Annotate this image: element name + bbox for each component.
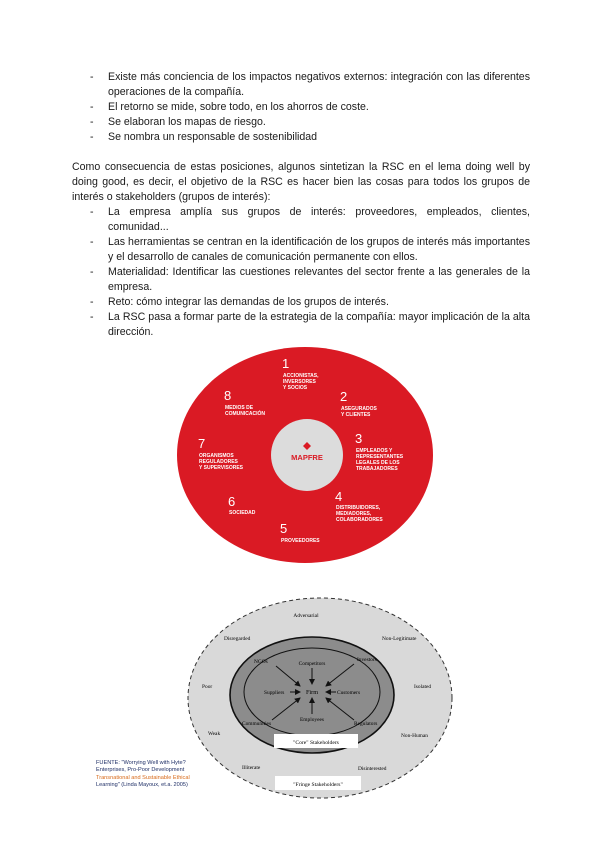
source-note xyxy=(96,760,196,790)
wheel-label-4: DISTRIBUIDORES, MEDIADORES, COLABORADORES xyxy=(336,505,383,523)
outer-label: Non-Legitimate xyxy=(382,636,417,642)
core-label: Firm xyxy=(305,689,319,696)
core-label: Regulators xyxy=(354,721,378,727)
outer-label: Disinterested xyxy=(358,766,387,772)
wheel-number-3: 3 xyxy=(355,431,363,446)
bullet-list-bottom xyxy=(72,205,530,340)
wheel-number-8: 8 xyxy=(224,388,232,403)
list-item: - El retorno se mide, sobre todo, en los ahorros de coste. xyxy=(72,100,530,115)
wheel-number-1: 1 xyxy=(282,356,290,371)
source-line: Learning" (Linda Mayoux, et.a. 2005) xyxy=(96,782,188,789)
outer-label: Illiterate xyxy=(242,765,261,771)
list-item: - La empresa amplía sus grupos de interés: proveedores, empleados, clientes, comunidad... xyxy=(72,205,530,235)
outer-label: Adversarial xyxy=(293,613,319,619)
wheel-number-5: 5 xyxy=(280,521,288,536)
list-item: - La RSC pasa a formar parte de la estrategia de la compañía: mayor implicación de la alta dirección. xyxy=(72,310,530,340)
wheel-label-6: SOCIEDAD xyxy=(229,510,256,516)
wheel-number-6: 6 xyxy=(228,494,236,509)
list-item: - Materialidad: Identificar las cuestiones relevantes del sector frente a las generales de la empresa. xyxy=(72,265,530,295)
list-item: - Las herramientas se centran en la identificación de los grupos de interés más importantes y el desarrollo de canales de comunicación permanente con ellos. xyxy=(72,235,530,265)
source-line: Transnational and Sustainable Ethical xyxy=(96,774,190,781)
core-label: NGOs xyxy=(254,659,268,665)
wheel-label-2: ASEGURADOS Y CLIENTES xyxy=(341,406,377,418)
wheel-label-8: MEDIOS DE COMUNICACIÓN xyxy=(225,405,265,417)
core-label: Employees xyxy=(300,717,324,723)
source-line: Enterprises, Pro-Poor Development xyxy=(96,767,185,774)
fringe-stakeholders-label: "Fringe Stakeholders" xyxy=(293,782,343,788)
wheel-label-7: ORGANISMOS REGULADORES Y SUPERVISORES xyxy=(199,453,243,471)
outer-label: Disregarded xyxy=(224,636,251,642)
rsc-paragraph: Como consecuencia de estas posiciones, algunos sintetizan la RSC en el lema doing well by doing good, es decir, el objetivo de la RSC es hacer bien las cosas para todos los grupos de interés o stakeholders (grupos de interés): xyxy=(72,161,530,203)
list-item: - Se elaboran los mapas de riesgo. xyxy=(72,115,530,130)
core-label: Customers xyxy=(337,690,361,696)
outer-label: Weak xyxy=(208,731,221,737)
mapfre-stakeholder-wheel xyxy=(176,346,434,564)
wheel-number-7: 7 xyxy=(198,436,206,451)
bullet-list-top xyxy=(72,70,530,145)
core-label: Suppliers xyxy=(264,690,285,696)
list-item: - Existe más conciencia de los impactos negativos externos: integración con las diferentes operaciones de la compañía. xyxy=(72,70,530,100)
core-label: Competitors xyxy=(298,661,326,667)
wheel-number-2: 2 xyxy=(340,389,348,404)
wheel-label-1: ACCIONISTAS, INVERSORES Y SOCIOS xyxy=(283,373,319,391)
wheel-label-3: EMPLEADOS Y REPRESENTANTES LEGALES DE LOS TRABAJADORES xyxy=(356,448,404,472)
list-item: - Se nombra un responsable de sostenibilidad xyxy=(72,130,530,145)
wheel-number-4: 4 xyxy=(335,489,343,504)
outer-label: Poor xyxy=(202,684,213,690)
core-label: Communities xyxy=(242,721,272,727)
stakeholders-diagram xyxy=(186,594,454,806)
outer-label: Isolated xyxy=(414,684,432,690)
core-stakeholders-label: "Core" Stakeholders xyxy=(293,740,339,746)
document-body xyxy=(72,70,530,340)
outer-label: Non-Human xyxy=(401,733,428,739)
source-line: FUENTE: "Worrying Well with Hyte? xyxy=(96,760,186,766)
center-logo-text: MAPFRE xyxy=(291,453,323,462)
wheel-label-5: PROVEEDORES xyxy=(281,538,320,544)
core-label: Investors xyxy=(357,657,377,663)
list-item: - Reto: cómo integrar las demandas de los grupos de interés. xyxy=(72,295,530,310)
